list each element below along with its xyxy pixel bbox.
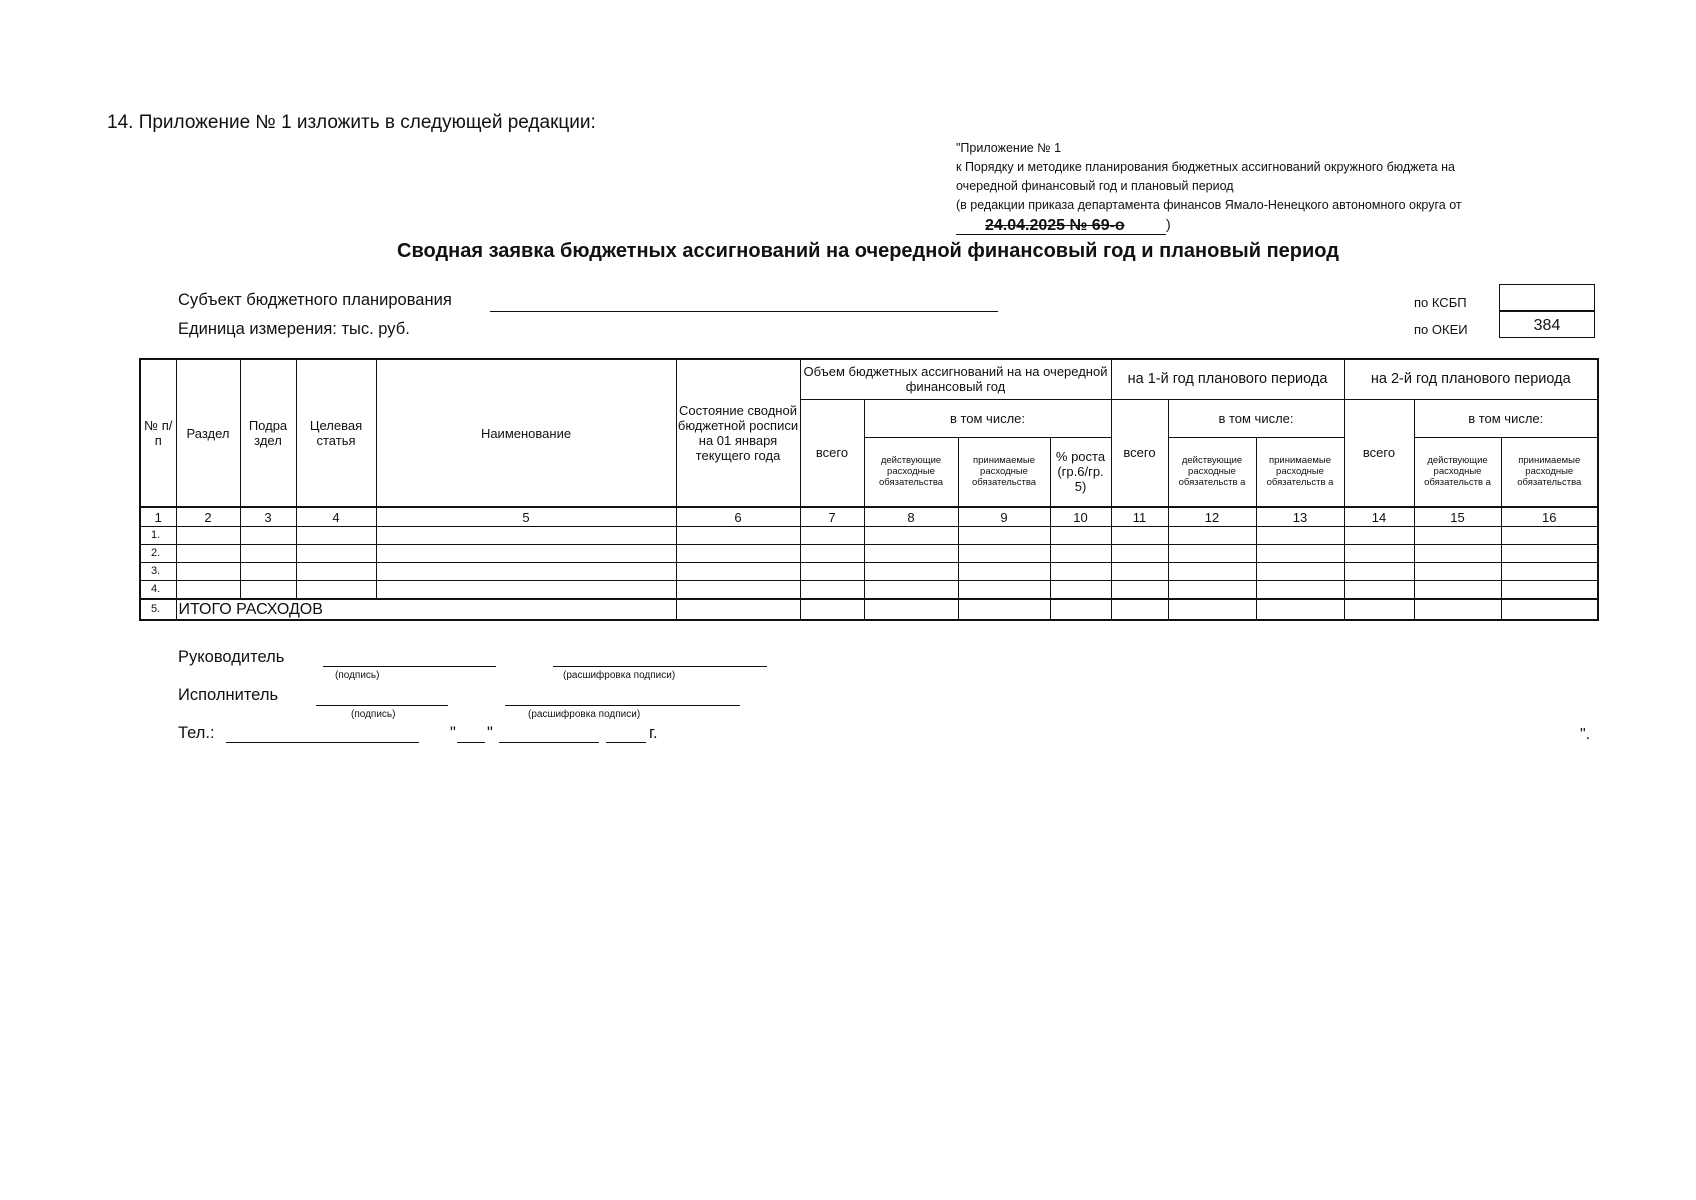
ksbp-code-box[interactable] <box>1499 284 1595 311</box>
date-quote-open: " <box>450 724 456 742</box>
header-active-3: действующие расходные обязательств а <box>1414 437 1501 507</box>
budget-table <box>139 358 1599 621</box>
closing-quote: ". <box>1580 726 1591 743</box>
date-month-line[interactable] <box>499 742 599 743</box>
header-group-plan-year-2: на 2-й год планового периода <box>1344 359 1598 399</box>
executor-decode-line[interactable] <box>505 705 740 706</box>
col-number: 5 <box>376 507 676 527</box>
row-index: 3. <box>140 563 176 581</box>
column-number-row <box>140 507 1598 527</box>
executor-decode-caption: (расшифровка подписи) <box>528 709 641 720</box>
col-number: 13 <box>1256 507 1344 527</box>
header-group-plan-year-1: на 1-й год планового периода <box>1111 359 1344 399</box>
attachment-line: к Порядку и методике планирования бюджетных ассигнований окружного бюджета на <box>956 160 1455 174</box>
header-group-current-year: Объем бюджетных ассигнований на на очередной финансовый год <box>800 359 1111 399</box>
header-name: Наименование <box>376 359 676 507</box>
col-number: 16 <box>1501 507 1598 527</box>
col-number: 9 <box>958 507 1050 527</box>
table-row <box>140 527 1598 545</box>
executor-signature-caption: (подпись) <box>351 709 396 720</box>
attachment-line: (в редакции приказа департамента финансов Ямало-Ненецкого автономного округа от <box>956 198 1462 212</box>
head-signature-line[interactable] <box>323 666 496 667</box>
header-state: Состояние сводной бюджетной росписи на 01 января текущего года <box>676 359 800 507</box>
date-quote-close: " <box>487 724 493 742</box>
head-label: Руководитель <box>178 648 285 666</box>
header-vsego-3: всего <box>1344 399 1414 507</box>
executor-signature-line[interactable] <box>316 705 448 706</box>
header-podrazdel: Подра здел <box>240 359 296 507</box>
col-number: 12 <box>1168 507 1256 527</box>
col-number: 6 <box>676 507 800 527</box>
row-index: 2. <box>140 545 176 563</box>
date-year-line[interactable] <box>606 742 646 743</box>
header-celevaya: Целевая статья <box>296 359 376 507</box>
header-num: № п/п <box>140 359 176 507</box>
header-accepted-2: принимаемые расходные обязательств а <box>1256 437 1344 507</box>
year-suffix: г. <box>649 724 658 742</box>
header-accepted-1: принимаемые расходные обязательства <box>958 437 1050 507</box>
table-row <box>140 563 1598 581</box>
table-row <box>140 581 1598 600</box>
okei-code-box[interactable]: 384 <box>1499 311 1595 338</box>
col-number: 10 <box>1050 507 1111 527</box>
phone-line[interactable] <box>226 742 419 743</box>
attachment-line: очередной финансовый год и плановый период <box>956 179 1234 193</box>
header-growth: % роста (гр.6/гр. 5) <box>1050 437 1111 507</box>
subject-field-line[interactable] <box>490 311 998 312</box>
row-index: 4. <box>140 581 176 600</box>
head-signature-caption: (подпись) <box>335 670 380 681</box>
col-number: 15 <box>1414 507 1501 527</box>
header-vsego-1: всего <box>800 399 864 507</box>
okei-label: по ОКЕИ <box>1414 322 1468 337</box>
units-label: Единица измерения: тыс. руб. <box>178 320 410 338</box>
col-number: 4 <box>296 507 376 527</box>
subject-label: Субъект бюджетного планирования <box>178 291 452 309</box>
header-incl-2: в том числе: <box>1168 399 1344 437</box>
executor-label: Исполнитель <box>178 686 279 704</box>
header-accepted-3: принимаемые расходные обязательства <box>1501 437 1598 507</box>
col-number: 14 <box>1344 507 1414 527</box>
intro-text: 14. Приложение № 1 изложить в следующей редакции: <box>107 112 596 133</box>
header-razdel: Раздел <box>176 359 240 507</box>
col-number: 7 <box>800 507 864 527</box>
attachment-line: "Приложение № 1 <box>956 141 1062 155</box>
document-title: Сводная заявка бюджетных ассигнований на очередной финансовый год и плановый период <box>397 240 1339 262</box>
header-incl-3: в том числе: <box>1414 399 1598 437</box>
col-number: 3 <box>240 507 296 527</box>
total-label: ИТОГО РАСХОДОВ <box>176 599 676 620</box>
header-active-2: действующие расходные обязательств а <box>1168 437 1256 507</box>
date-day-line[interactable] <box>457 742 485 743</box>
header-incl-1: в том числе: <box>864 399 1111 437</box>
attachment-header <box>956 139 1596 215</box>
order-reference: 24.04.2025 № 69-о <box>985 217 1125 234</box>
phone-label: Тел.: <box>178 724 215 742</box>
col-number: 1 <box>140 507 176 527</box>
head-decode-line[interactable] <box>553 666 767 667</box>
table-row <box>140 545 1598 563</box>
col-number: 8 <box>864 507 958 527</box>
header-vsego-2: всего <box>1111 399 1168 507</box>
head-decode-caption: (расшифровка подписи) <box>563 670 676 681</box>
row-index: 5. <box>140 599 176 620</box>
header-active-1: действующие расходные обязательства <box>864 437 958 507</box>
col-number: 2 <box>176 507 240 527</box>
col-number: 11 <box>1111 507 1168 527</box>
order-close-paren: ) <box>1166 216 1171 232</box>
ksbp-label: по КСБП <box>1414 295 1467 310</box>
row-index: 1. <box>140 527 176 545</box>
total-row <box>140 599 1598 620</box>
